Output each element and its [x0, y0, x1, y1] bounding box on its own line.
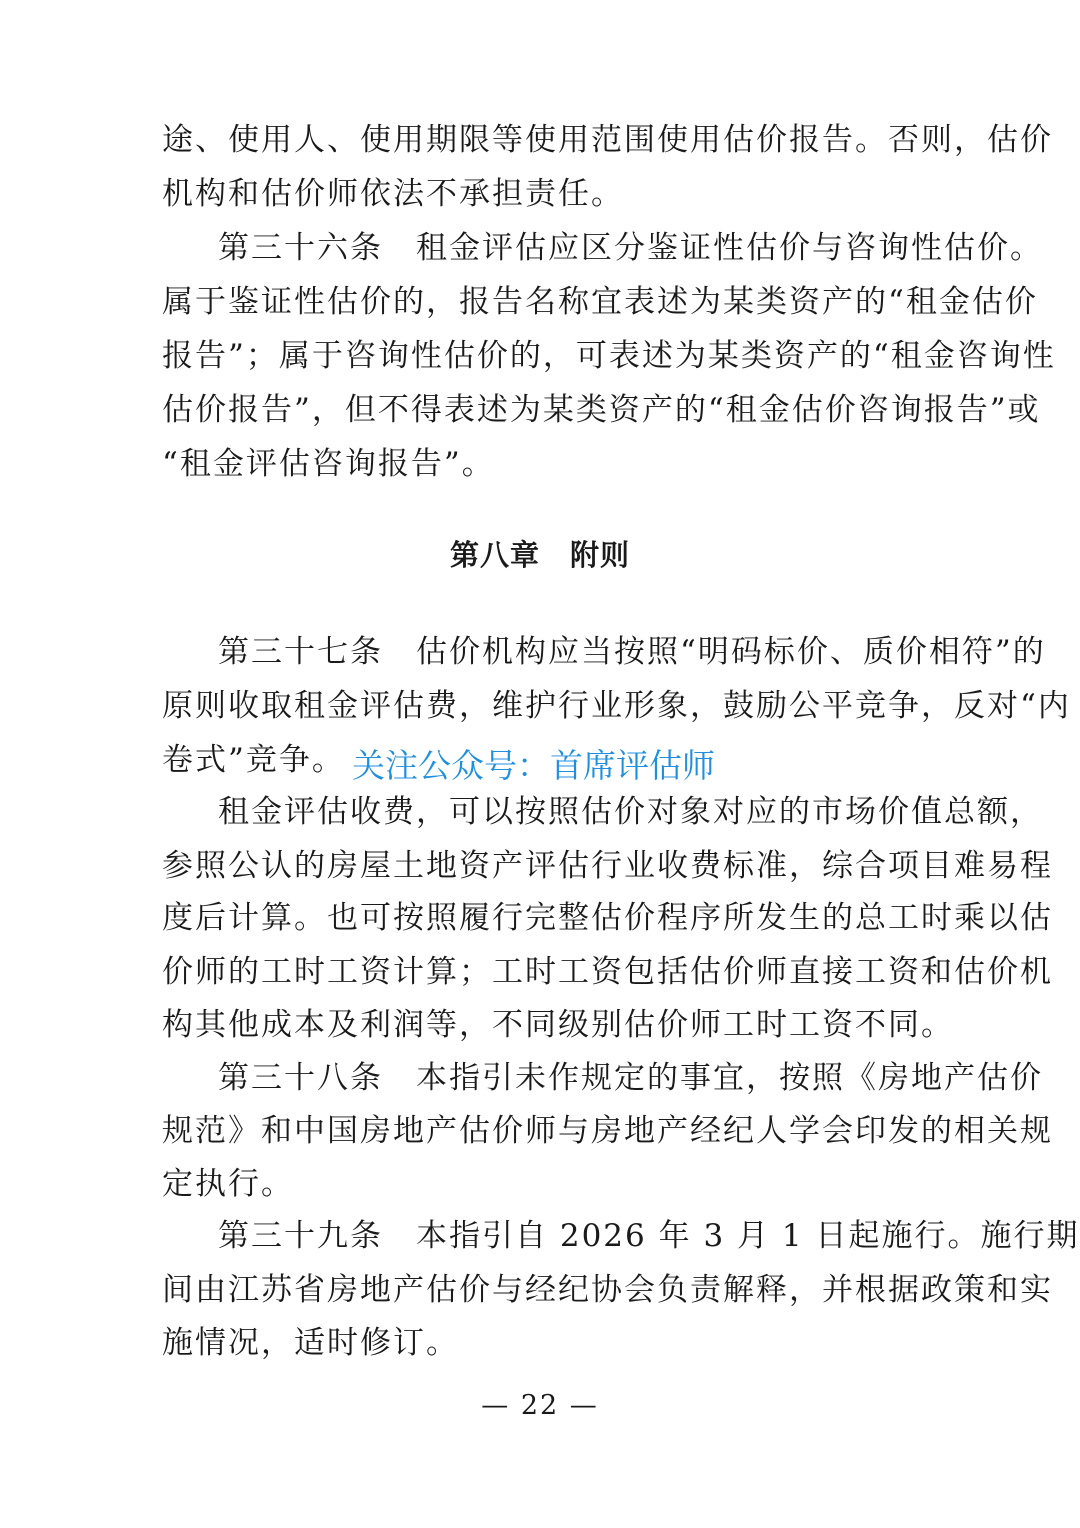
text-line: 构其他成本及利润等，不同级别估价师工时工资不同。 — [162, 1007, 954, 1043]
text-line: 途、使用人、使用期限等使用范围使用估价报告。否则，估价 — [162, 122, 1053, 158]
article-39-start: 第三十九条 本指引自 2026 年 3 月 1 日起施行。施行期 — [218, 1218, 1080, 1254]
text-line: 估价报告”，但不得表述为某类资产的“租金估价咨询报告”或 — [162, 392, 1041, 428]
text-line: “租金评估咨询报告”。 — [162, 446, 495, 482]
text-line: 属于鉴证性估价的，报告名称宜表述为某类资产的“租金估价 — [162, 284, 1038, 320]
article-38-start: 第三十八条 本指引未作规定的事宜，按照《房地产估价 — [218, 1060, 1043, 1096]
text-line: 间由江苏省房地产估价与经纪协会负责解释，并根据政策和实 — [162, 1272, 1053, 1308]
page-number: — 22 — — [481, 1390, 599, 1421]
text-line: 度后计算。也可按照履行完整估价程序所发生的总工时乘以估 — [162, 900, 1053, 936]
article-37-start: 第三十七条 估价机构应当按照“明码标价、质价相符”的 — [218, 634, 1046, 670]
article-36-start: 第三十六条 租金评估应区分鉴证性估价与咨询性估价。 — [218, 230, 1043, 266]
text-line: 施情况，适时修订。 — [162, 1325, 459, 1361]
text-line: 卷式”竞争。 — [162, 742, 345, 778]
text-line: 原则收取租金评估费，维护行业形象，鼓励公平竞争，反对“内 — [162, 688, 1071, 724]
text-line: 价师的工时工资计算；工时工资包括估价师直接工资和估价机 — [162, 954, 1053, 990]
text-line: 规范》和中国房地产估价师与房地产经纪人学会印发的相关规 — [162, 1113, 1053, 1149]
text-line: 参照公认的房屋土地资产评估行业收费标准，综合项目难易程 — [162, 848, 1053, 884]
text-line: 机构和估价师依法不承担责任。 — [162, 176, 624, 212]
fee-paragraph-start: 租金评估收费，可以按照估价对象对应的市场价值总额， — [218, 794, 1043, 830]
chapter-heading: 第八章 附则 — [449, 538, 630, 572]
text-line: 定执行。 — [162, 1166, 294, 1202]
watermark-text: 关注公众号：首席评估师 — [352, 746, 715, 785]
text-line: 报告”；属于咨询性估价的，可表述为某类资产的“租金咨询性 — [162, 338, 1056, 374]
